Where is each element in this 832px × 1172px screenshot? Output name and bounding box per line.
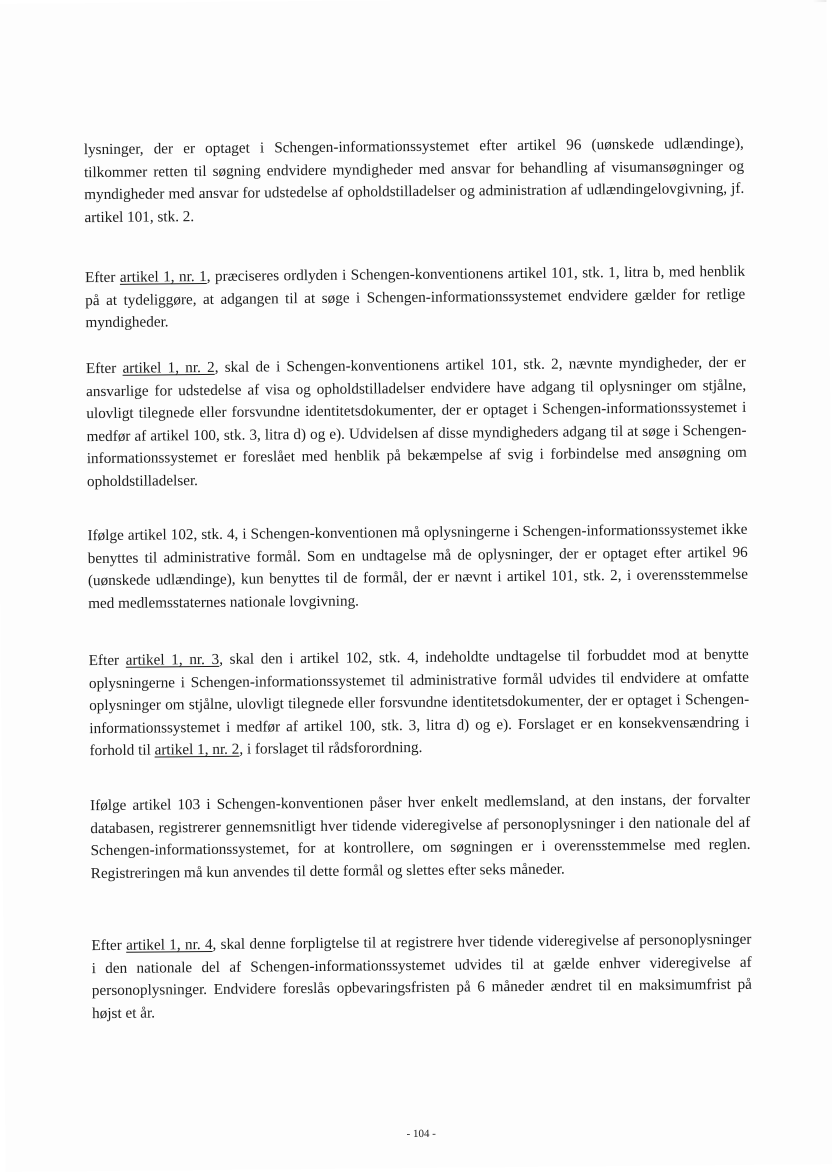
paragraph-2-text: , præciseres ordlyden i Schengen-konventionens artikel 101, stk. 1, litra b, med henblik på at tydeliggøre, at adgangen til at søge i Schengen-informationssystemet endvidere gælder for retlige myndigheder. <box>85 262 746 332</box>
scan-edge-mark <box>812 0 826 2</box>
paragraph-3-text: , skal de i Schengen-konventionens artikel 101, stk. 2, nævnte myndigheder, der er ansvarlige for udstedelse af visa og opholdstilladelser endvidere have adgang til oplysninger om stjålne, ulovligt tilegnede eller forsvundne identitetsdokumenter, der er optaget i Schengen-informationssystemet i medfør af artikel 100, stk. 3, litra d) og e). Udvidelsen af disse myndigheders adgang til at søge i Schengen-informationssystemet er foreslået med henblik på bekæmpelse af svig i forbindelse med ansøgning om opholdstilladelser. <box>86 353 747 491</box>
article-reference-link: artikel 1, nr. 3 <box>125 650 220 669</box>
paragraph-5-text: , skal den i artikel 102, stk. 4, indeholdte undtagelse til forbuddet mod at benytte oplysningerne i Schengen-informationssystemet til administrative formål udvides til endvidere at omfatte oplysninger om stjålne, ulovligt tilegnede eller forsvundne identitetsdokumenter, der er optaget i Schengen-informationssystemet i medfør af artikel 100, stk. 3, litra d) og e). Forslaget er en konsekvensændring i forhold til <box>88 645 750 760</box>
paragraph-7 <box>91 929 752 1026</box>
article-reference-link: artikel 1, nr. 1 <box>119 267 207 286</box>
paragraph-7-lead: Efter <box>91 936 127 955</box>
article-reference-link: artikel 1, nr. 4 <box>126 935 213 954</box>
paragraph-3-lead: Efter <box>85 359 123 378</box>
paragraph-5-tail: , i forslaget til rådsforordning. <box>239 739 423 759</box>
paragraph-2 <box>85 261 746 335</box>
paragraph-1-text: lysninger, der er optaget i Schengen-informationssystemet efter artikel 96 (uønskede udlændinge), tilkommer retten til søgning endvidere myndigheder med ansvar for behandling af visumansøgninger og myndigheder med ansvar for udstedelse af opholdstilladelser og administration af udlændingelovgivning, jf. artikel 101, stk. 2. <box>83 134 745 226</box>
paragraph-4 <box>87 519 748 616</box>
paragraph-7-text: , skal denne forpligtelse til at registrere hver tidende videregivelse af personoplysninger i den nationale del af Schengen-informationssystemet udvides til at gælde enhver videregivelse af personoplysninger. Endvidere foreslås opbevaringsfristen på 6 måneder ændret til en maksimumfrist på højst et år. <box>91 930 752 1022</box>
paragraph-2-lead: Efter <box>84 268 120 287</box>
paragraph-1 <box>84 133 745 230</box>
paragraph-5 <box>89 644 750 763</box>
paragraph-4-text: Ifølge artikel 102, stk. 4, i Schengen-konventionen må oplysningerne i Schengen-informationssystemet ikke benyttes til administrative formål. Som en undtagelse må de oplysninger, der er optaget efter artikel 96 (uønskede udlændinge), kun benyttes til de formål, der er nævnt i artikel 101, stk. 2, i overensstemmelse med medlemsstaternes nationale lovgivning. <box>87 520 749 612</box>
paragraph-5-lead: Efter <box>88 651 126 670</box>
article-reference-link: artikel 1, nr. 2 <box>154 741 240 759</box>
paragraph-6 <box>90 789 751 886</box>
article-reference-link: artikel 1, nr. 2 <box>122 358 215 377</box>
paragraph-6-text: Ifølge artikel 103 i Schengen-konventionen påser hver enkelt medlemsland, at den instans, der forvalter databasen, registrerer gennemsnitligt hver tidende videregivelse af personoplysninger i den nationale del af Schengen-informationssystemet, for at kontrollere, om søgningen er i overensstemmelse med reglen. Registreringen må kun anvendes til dette formål og slettes efter seks måneder. <box>90 790 751 882</box>
page-number: - 104 - <box>406 1127 436 1141</box>
paragraph-3 <box>86 352 747 494</box>
